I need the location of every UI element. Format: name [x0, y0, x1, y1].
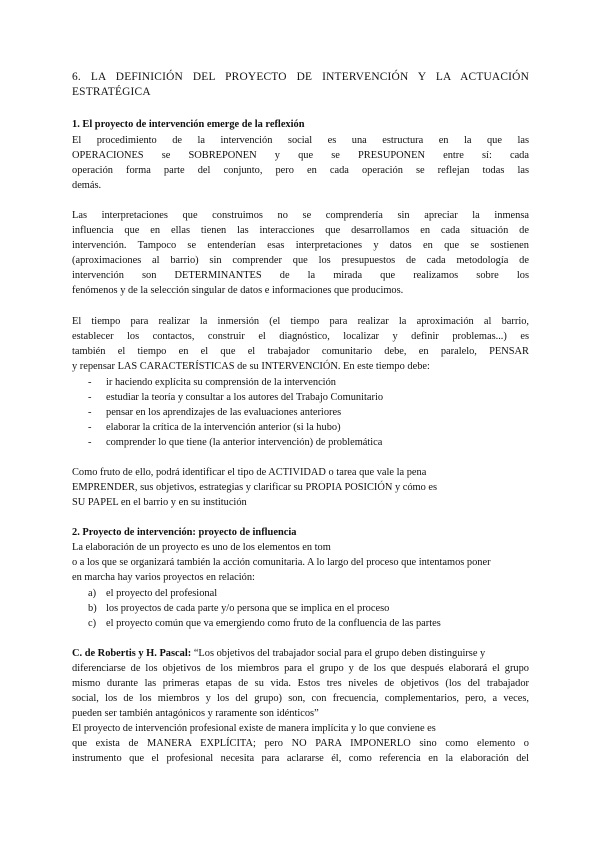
quote-first-line: [72, 647, 529, 660]
bullet-dash: -: [88, 422, 92, 433]
paragraph-line: establecer los contactos, construir el diagnóstico, localizar y definir problemas...) es: [72, 331, 529, 342]
bullet-dash: -: [88, 437, 92, 448]
section-1-heading: 1. El proyecto de intervención emerge de la reflexión: [72, 119, 305, 130]
paragraph-line: o a los que se organizará también la acción comunitaria. A lo largo del proceso que intentamos poner: [72, 557, 491, 568]
paragraph-line: SU PAPEL en el barrio y en su institución: [72, 497, 247, 508]
quote-line: social, los de los miembros y los del grupo) son, con frecuencia, complementarios, pero, a veces,: [72, 693, 529, 704]
paragraph-line: La elaboración de un proyecto es uno de los elementos en tom: [72, 542, 331, 553]
document-title-line-1: 6. LA DEFINICIÓN DEL PROYECTO DE INTERVENCIÓN Y LA ACTUACIÓN: [72, 71, 529, 83]
bullet-item: comprender lo que tiene (la anterior intervención) de problemática: [106, 437, 383, 448]
list-marker: b): [88, 603, 97, 614]
list-marker: a): [88, 588, 97, 599]
paragraph-line: fenómenos y de la selección singular de datos e informaciones que producimos.: [72, 285, 404, 296]
paragraph-line: también el tiempo en el que el trabajador comunitario debe, en paralelo, PENSAR: [72, 346, 529, 357]
paragraph-line: influencia que en ellas tienen las interacciones que desarrollamos en cada situación de: [72, 225, 529, 236]
paragraph-line: (aproximaciones al barrio) sin comprender que los presupuestos de cada metodología de: [72, 255, 529, 266]
paragraph-line: intervención son DETERMINANTES de la mirada que realizamos sobre los: [72, 270, 529, 281]
quote-text: “Los objetivos del trabajador social para el grupo deben distinguirse y: [193, 648, 486, 659]
bullet-item: pensar en los aprendizajes de las evaluaciones anteriores: [106, 407, 342, 418]
list-marker: c): [88, 618, 97, 629]
list-item: los proyectos de cada parte y/o persona que se implica en el proceso: [106, 603, 390, 614]
paragraph-line: y repensar LAS CARACTERÍSTICAS de su INTERVENCIÓN. En este tiempo debe:: [72, 361, 430, 372]
paragraph-line: EMPRENDER, sus objetivos, estrategias y clarificar su PROPIA POSICIÓN y cómo es: [72, 482, 438, 493]
paragraph-line: en marcha hay varios proyectos en relación:: [72, 572, 255, 583]
paragraph-line: intervención. Tampoco se entenderían esas interpretaciones y datos en que se sostienen: [72, 240, 529, 251]
paragraph-line: Como fruto de ello, podrá identificar el tipo de ACTIVIDAD o tarea que vale la pena: [72, 467, 427, 478]
quote-line: diferenciarse de los objetivos de los miembros para el grupo y de los que después elaborará el grupo: [72, 663, 529, 674]
bullet-item: ir haciendo explícita su comprensión de la intervención: [106, 377, 336, 388]
section-2-heading: 2. Proyecto de intervención: proyecto de influencia: [72, 527, 297, 538]
paragraph-line: que exista de MANERA EXPLÍCITA; pero NO PARA IMPONERLO sino como elemento o: [72, 738, 529, 749]
paragraph-line: instrumento que el profesional necesita para aclararse él, como referencia en la elaboración del: [72, 753, 529, 764]
quote-line: pueden ser también antagónicos y raramente son idénticos”: [72, 708, 319, 719]
list-item: el proyecto del profesional: [106, 588, 218, 599]
document-title-line-2: ESTRATÉGICA: [72, 86, 151, 98]
list-item: el proyecto común que va emergiendo como fruto de la confluencia de las partes: [106, 618, 441, 629]
bullet-dash: -: [88, 392, 92, 403]
bullet-dash: -: [88, 377, 92, 388]
bullet-dash: -: [88, 407, 92, 418]
bullet-item: estudiar la teoría y consultar a los autores del Trabajo Comunitario: [106, 392, 384, 403]
paragraph-line: operación forma parte del conjunto, pero en cada operación se reflejan todas las: [72, 165, 529, 176]
bullet-item: elaborar la crítica de la intervención anterior (si la hubo): [106, 422, 341, 433]
paragraph-line: El procedimiento de la intervención social es una estructura en la que las: [72, 135, 529, 146]
quote-author: C. de Robertis y H. Pascal:: [72, 648, 192, 659]
paragraph-line: Las interpretaciones que construimos no se comprendería sin apreciar la inmensa: [72, 210, 529, 221]
paragraph-line: El tiempo para realizar la inmersión (el tiempo para realizar la aproximación al barrio,: [72, 316, 529, 327]
paragraph-line: OPERACIONES se SOBREPONEN y que se PRESUPONEN entre sí: cada: [72, 150, 529, 161]
quote-line: mismo durante las primeras etapas de su vida. Estos tres niveles de objetivos (los del trabajador: [72, 678, 529, 689]
paragraph-line: El proyecto de intervención profesional existe de manera implícita y lo que conviene es: [72, 723, 436, 734]
paragraph-line: demás.: [72, 180, 102, 191]
